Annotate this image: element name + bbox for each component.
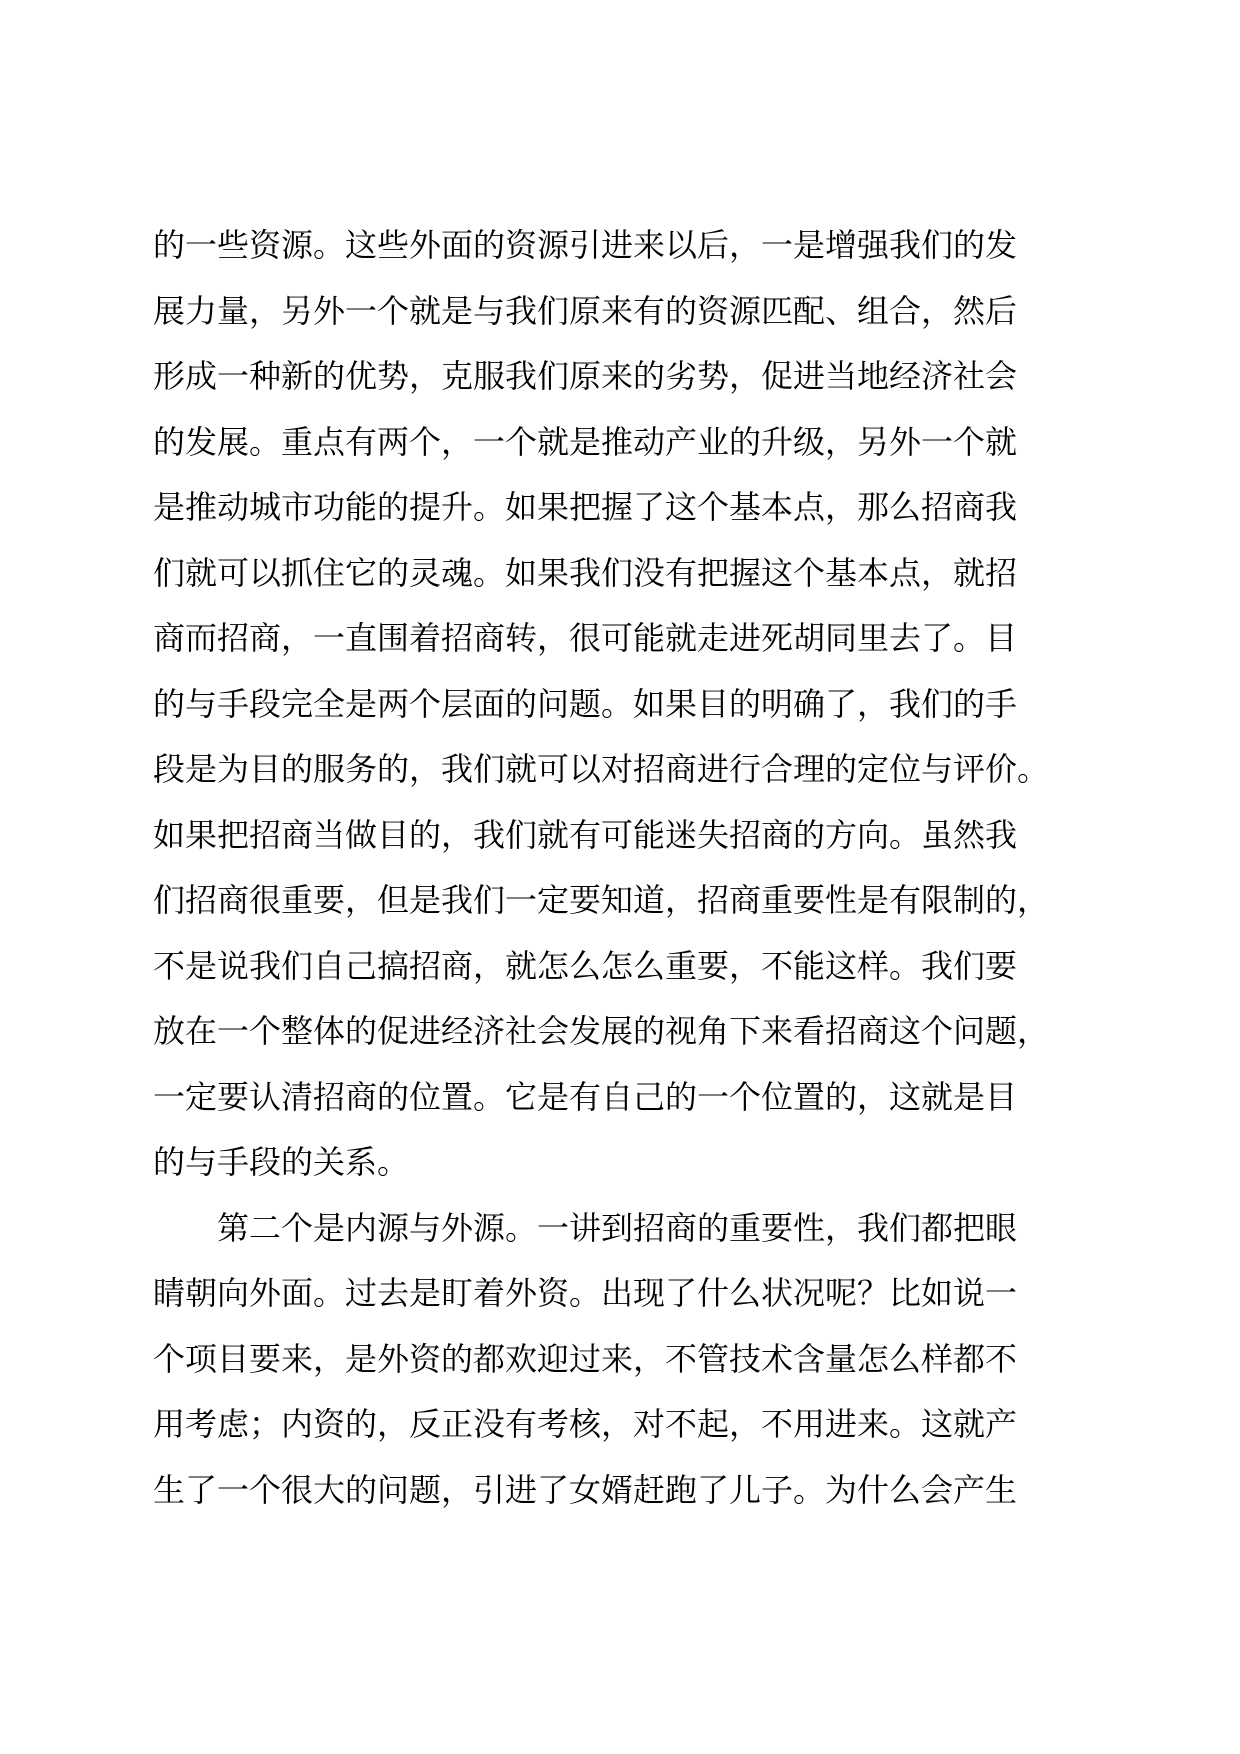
body-text xyxy=(153,213,1093,1523)
text-line: 展力量，另外一个就是与我们原来有的资源匹配、组合，然后 xyxy=(153,291,1018,330)
text-line: 放在一个整体的促进经济社会发展的视角下来看招商这个问题， xyxy=(153,1012,1050,1050)
text-line: 们就可以抓住它的灵魂。如果我们没有把握这个基本点，就招 xyxy=(153,553,1018,592)
text-line: 用考虑；内资的，反正没有考核，对不起，不用进来。这就产 xyxy=(153,1405,1018,1443)
paragraph-start-line: 第二个是内源与外源。一讲到招商的重要性，我们都把眼 xyxy=(217,1208,1018,1247)
text-line: 生了一个很大的问题，引进了女婿赶跑了儿子。为什么会产生 xyxy=(153,1470,1018,1509)
text-line: 商而招商，一直围着招商转，很可能就走进死胡同里去了。目 xyxy=(153,619,1018,657)
text-line: 的与手段完全是两个层面的问题。如果目的明确了，我们的手 xyxy=(153,684,1018,723)
text-line: 的与手段的关系。 xyxy=(153,1143,410,1181)
text-line: 是推动城市功能的提升。如果把握了这个基本点，那么招商我 xyxy=(153,488,1018,526)
text-line: 形成一种新的优势，克服我们原来的劣势，促进当地经济社会 xyxy=(153,357,1018,395)
text-line: 的一些资源。这些外面的资源引进来以后，一是增强我们的发 xyxy=(153,226,1018,264)
text-line: 段是为目的服务的，我们就可以对招商进行合理的定位与评价。 xyxy=(153,750,1050,788)
text-line: 睛朝向外面。过去是盯着外资。出现了什么状况呢？比如说一 xyxy=(153,1274,1018,1312)
text-line: 一定要认清招商的位置。它是有自己的一个位置的，这就是目 xyxy=(153,1077,1018,1116)
text-line: 们招商很重要，但是我们一定要知道，招商重要性是有限制的， xyxy=(153,881,1050,919)
text-line: 不是说我们自己搞招商，就怎么怎么重要，不能这样。我们要 xyxy=(153,946,1018,985)
text-line: 个项目要来，是外资的都欢迎过来，不管技术含量怎么样都不 xyxy=(153,1339,1018,1378)
text-line: 的发展。重点有两个，一个就是推动产业的升级，另外一个就 xyxy=(153,422,1018,461)
text-line: 如果把招商当做目的，我们就有可能迷失招商的方向。虽然我 xyxy=(153,815,1018,854)
